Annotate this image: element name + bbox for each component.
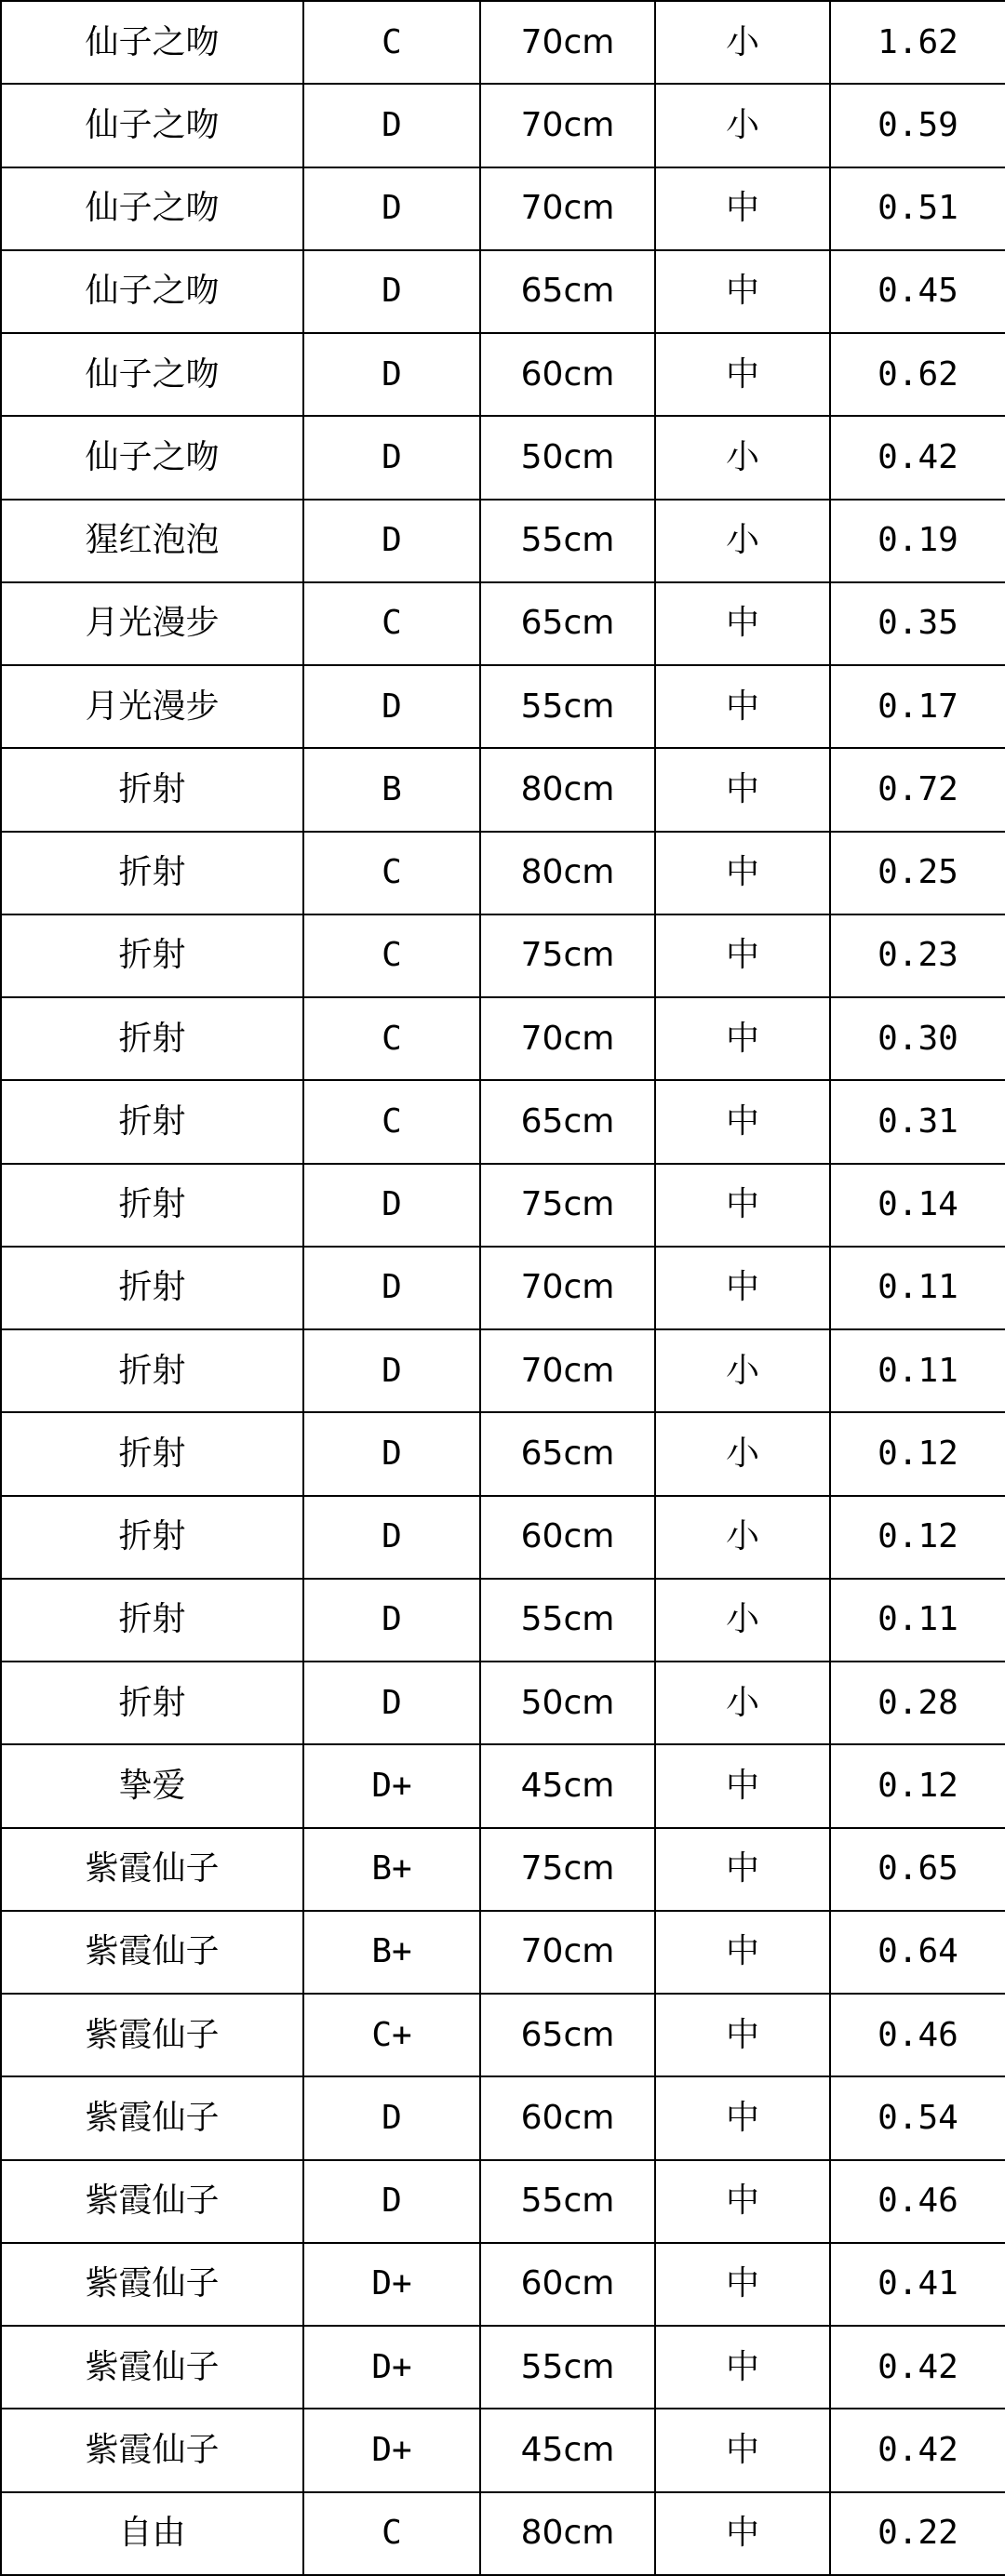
variety-cell: 月光漫步 <box>1 665 303 748</box>
table-row <box>1 84 1005 167</box>
table-row <box>1 1744 1005 1827</box>
variety-cell: 紫霞仙子 <box>1 2326 303 2409</box>
table-row <box>1 1662 1005 1744</box>
table-row <box>1 1994 1005 2076</box>
price-cell: 0.46 <box>830 1994 1005 2076</box>
price-cell: 0.42 <box>830 416 1005 499</box>
grade-cell: C <box>303 582 480 665</box>
length-cell: 75cm <box>480 1164 655 1247</box>
table-row <box>1 1496 1005 1579</box>
size-cell: 中 <box>655 2160 830 2243</box>
size-cell: 中 <box>655 2409 830 2491</box>
length-cell: 65cm <box>480 1080 655 1163</box>
grade-cell: B+ <box>303 1911 480 1994</box>
table-row <box>1 2326 1005 2409</box>
length-cell: 80cm <box>480 832 655 914</box>
variety-cell: 紫霞仙子 <box>1 2076 303 2159</box>
price-cell: 0.35 <box>830 582 1005 665</box>
size-cell: 小 <box>655 1329 830 1412</box>
variety-cell: 折射 <box>1 748 303 831</box>
size-cell: 中 <box>655 748 830 831</box>
grade-cell: D <box>303 500 480 582</box>
table-row <box>1 1 1005 84</box>
size-cell: 中 <box>655 2326 830 2409</box>
size-cell: 小 <box>655 1412 830 1495</box>
length-cell: 60cm <box>480 333 655 416</box>
grade-cell: C <box>303 832 480 914</box>
price-cell: 0.12 <box>830 1412 1005 1495</box>
size-cell: 中 <box>655 1911 830 1994</box>
length-cell: 65cm <box>480 1412 655 1495</box>
size-cell: 中 <box>655 914 830 997</box>
length-cell: 70cm <box>480 997 655 1080</box>
table-row <box>1 1412 1005 1495</box>
price-cell: 0.19 <box>830 500 1005 582</box>
variety-cell: 仙子之吻 <box>1 416 303 499</box>
grade-cell: D+ <box>303 1744 480 1827</box>
length-cell: 75cm <box>480 914 655 997</box>
price-cell: 0.12 <box>830 1744 1005 1827</box>
variety-cell: 仙子之吻 <box>1 250 303 333</box>
size-cell: 中 <box>655 167 830 250</box>
variety-cell: 折射 <box>1 832 303 914</box>
length-cell: 75cm <box>480 1828 655 1911</box>
price-cell: 0.11 <box>830 1579 1005 1662</box>
size-cell: 中 <box>655 582 830 665</box>
table-row <box>1 1579 1005 1662</box>
price-cell: 0.28 <box>830 1662 1005 1744</box>
variety-cell: 折射 <box>1 1329 303 1412</box>
table-row <box>1 582 1005 665</box>
price-cell: 0.72 <box>830 748 1005 831</box>
length-cell: 50cm <box>480 416 655 499</box>
size-cell: 中 <box>655 1744 830 1827</box>
grade-cell: D <box>303 1412 480 1495</box>
length-cell: 70cm <box>480 1 655 84</box>
length-cell: 70cm <box>480 1329 655 1412</box>
grade-cell: C+ <box>303 1994 480 2076</box>
price-cell: 0.23 <box>830 914 1005 997</box>
table-row <box>1 1164 1005 1247</box>
length-cell: 55cm <box>480 2160 655 2243</box>
table-body <box>1 1 1005 2575</box>
length-cell: 70cm <box>480 1247 655 1329</box>
variety-cell: 紫霞仙子 <box>1 2409 303 2491</box>
table-row <box>1 2243 1005 2326</box>
grade-cell: D <box>303 84 480 167</box>
table-row <box>1 832 1005 914</box>
table-row <box>1 2409 1005 2491</box>
table-row <box>1 2076 1005 2159</box>
length-cell: 45cm <box>480 2409 655 2491</box>
table-row <box>1 2160 1005 2243</box>
size-cell: 中 <box>655 333 830 416</box>
size-cell: 小 <box>655 1579 830 1662</box>
size-cell: 中 <box>655 1247 830 1329</box>
variety-cell: 仙子之吻 <box>1 333 303 416</box>
grade-cell: D <box>303 1496 480 1579</box>
price-cell: 1.62 <box>830 1 1005 84</box>
length-cell: 55cm <box>480 1579 655 1662</box>
table-row <box>1 1329 1005 1412</box>
variety-cell: 仙子之吻 <box>1 167 303 250</box>
grade-cell: D <box>303 1164 480 1247</box>
price-cell: 0.46 <box>830 2160 1005 2243</box>
grade-cell: C <box>303 1080 480 1163</box>
price-cell: 0.51 <box>830 167 1005 250</box>
length-cell: 60cm <box>480 1496 655 1579</box>
grade-cell: D <box>303 2076 480 2159</box>
price-cell: 0.42 <box>830 2326 1005 2409</box>
length-cell: 55cm <box>480 500 655 582</box>
table-row <box>1 1828 1005 1911</box>
length-cell: 50cm <box>480 1662 655 1744</box>
variety-cell: 折射 <box>1 1247 303 1329</box>
size-cell: 中 <box>655 1828 830 1911</box>
price-cell: 0.45 <box>830 250 1005 333</box>
variety-cell: 月光漫步 <box>1 582 303 665</box>
size-cell: 小 <box>655 500 830 582</box>
grade-cell: D <box>303 167 480 250</box>
variety-cell: 紫霞仙子 <box>1 1828 303 1911</box>
size-cell: 中 <box>655 1164 830 1247</box>
variety-cell: 折射 <box>1 914 303 997</box>
table-row <box>1 500 1005 582</box>
grade-cell: B <box>303 748 480 831</box>
variety-cell: 猩红泡泡 <box>1 500 303 582</box>
table-row <box>1 1911 1005 1994</box>
variety-cell: 折射 <box>1 1080 303 1163</box>
variety-cell: 折射 <box>1 1164 303 1247</box>
length-cell: 70cm <box>480 1911 655 1994</box>
size-cell: 中 <box>655 1080 830 1163</box>
size-cell: 中 <box>655 665 830 748</box>
length-cell: 80cm <box>480 748 655 831</box>
price-cell: 0.59 <box>830 84 1005 167</box>
length-cell: 60cm <box>480 2076 655 2159</box>
size-cell: 中 <box>655 997 830 1080</box>
grade-cell: D <box>303 416 480 499</box>
table-row <box>1 997 1005 1080</box>
table-row <box>1 250 1005 333</box>
grade-cell: D <box>303 1329 480 1412</box>
grade-cell: D <box>303 1579 480 1662</box>
price-cell: 0.17 <box>830 665 1005 748</box>
length-cell: 65cm <box>480 1994 655 2076</box>
size-cell: 中 <box>655 250 830 333</box>
price-cell: 0.14 <box>830 1164 1005 1247</box>
grade-cell: C <box>303 914 480 997</box>
variety-cell: 折射 <box>1 1412 303 1495</box>
length-cell: 45cm <box>480 1744 655 1827</box>
grade-cell: D <box>303 665 480 748</box>
size-cell: 小 <box>655 84 830 167</box>
price-cell: 0.30 <box>830 997 1005 1080</box>
variety-cell: 折射 <box>1 997 303 1080</box>
table-row <box>1 1080 1005 1163</box>
grade-cell: C <box>303 1 480 84</box>
price-cell: 0.31 <box>830 1080 1005 1163</box>
size-cell: 中 <box>655 2076 830 2159</box>
length-cell: 70cm <box>480 84 655 167</box>
length-cell: 80cm <box>480 2492 655 2576</box>
length-cell: 55cm <box>480 665 655 748</box>
variety-cell: 折射 <box>1 1662 303 1744</box>
variety-cell: 折射 <box>1 1496 303 1579</box>
table-row <box>1 665 1005 748</box>
grade-cell: D <box>303 333 480 416</box>
price-cell: 0.62 <box>830 333 1005 416</box>
length-cell: 65cm <box>480 582 655 665</box>
variety-cell: 自由 <box>1 2492 303 2576</box>
table-row <box>1 416 1005 499</box>
variety-cell: 折射 <box>1 1579 303 1662</box>
table-row <box>1 167 1005 250</box>
price-cell: 0.11 <box>830 1247 1005 1329</box>
price-cell: 0.22 <box>830 2492 1005 2576</box>
grade-cell: D <box>303 250 480 333</box>
variety-cell: 挚爱 <box>1 1744 303 1827</box>
variety-cell: 紫霞仙子 <box>1 1911 303 1994</box>
grade-cell: D <box>303 1662 480 1744</box>
grade-cell: C <box>303 2492 480 2576</box>
table-row <box>1 333 1005 416</box>
grade-cell: D <box>303 1247 480 1329</box>
price-cell: 0.12 <box>830 1496 1005 1579</box>
variety-cell: 紫霞仙子 <box>1 1994 303 2076</box>
variety-cell: 紫霞仙子 <box>1 2243 303 2326</box>
size-cell: 中 <box>655 2492 830 2576</box>
variety-cell: 仙子之吻 <box>1 1 303 84</box>
size-cell: 中 <box>655 1994 830 2076</box>
table-row <box>1 1247 1005 1329</box>
table-row <box>1 748 1005 831</box>
grade-cell: D+ <box>303 2243 480 2326</box>
size-cell: 小 <box>655 1 830 84</box>
price-cell: 0.64 <box>830 1911 1005 1994</box>
grade-cell: D <box>303 2160 480 2243</box>
price-cell: 0.41 <box>830 2243 1005 2326</box>
variety-cell: 紫霞仙子 <box>1 2160 303 2243</box>
table-row <box>1 2492 1005 2576</box>
length-cell: 60cm <box>480 2243 655 2326</box>
grade-cell: D+ <box>303 2409 480 2491</box>
size-cell: 小 <box>655 416 830 499</box>
price-cell: 0.65 <box>830 1828 1005 1911</box>
variety-cell: 仙子之吻 <box>1 84 303 167</box>
size-cell: 中 <box>655 2243 830 2326</box>
grade-cell: B+ <box>303 1828 480 1911</box>
size-cell: 中 <box>655 832 830 914</box>
price-cell: 0.54 <box>830 2076 1005 2159</box>
table-row <box>1 914 1005 997</box>
price-cell: 0.11 <box>830 1329 1005 1412</box>
price-cell: 0.25 <box>830 832 1005 914</box>
price-cell: 0.42 <box>830 2409 1005 2491</box>
length-cell: 65cm <box>480 250 655 333</box>
grade-cell: C <box>303 997 480 1080</box>
size-cell: 小 <box>655 1496 830 1579</box>
length-cell: 55cm <box>480 2326 655 2409</box>
size-cell: 小 <box>655 1662 830 1744</box>
grade-cell: D+ <box>303 2326 480 2409</box>
length-cell: 70cm <box>480 167 655 250</box>
